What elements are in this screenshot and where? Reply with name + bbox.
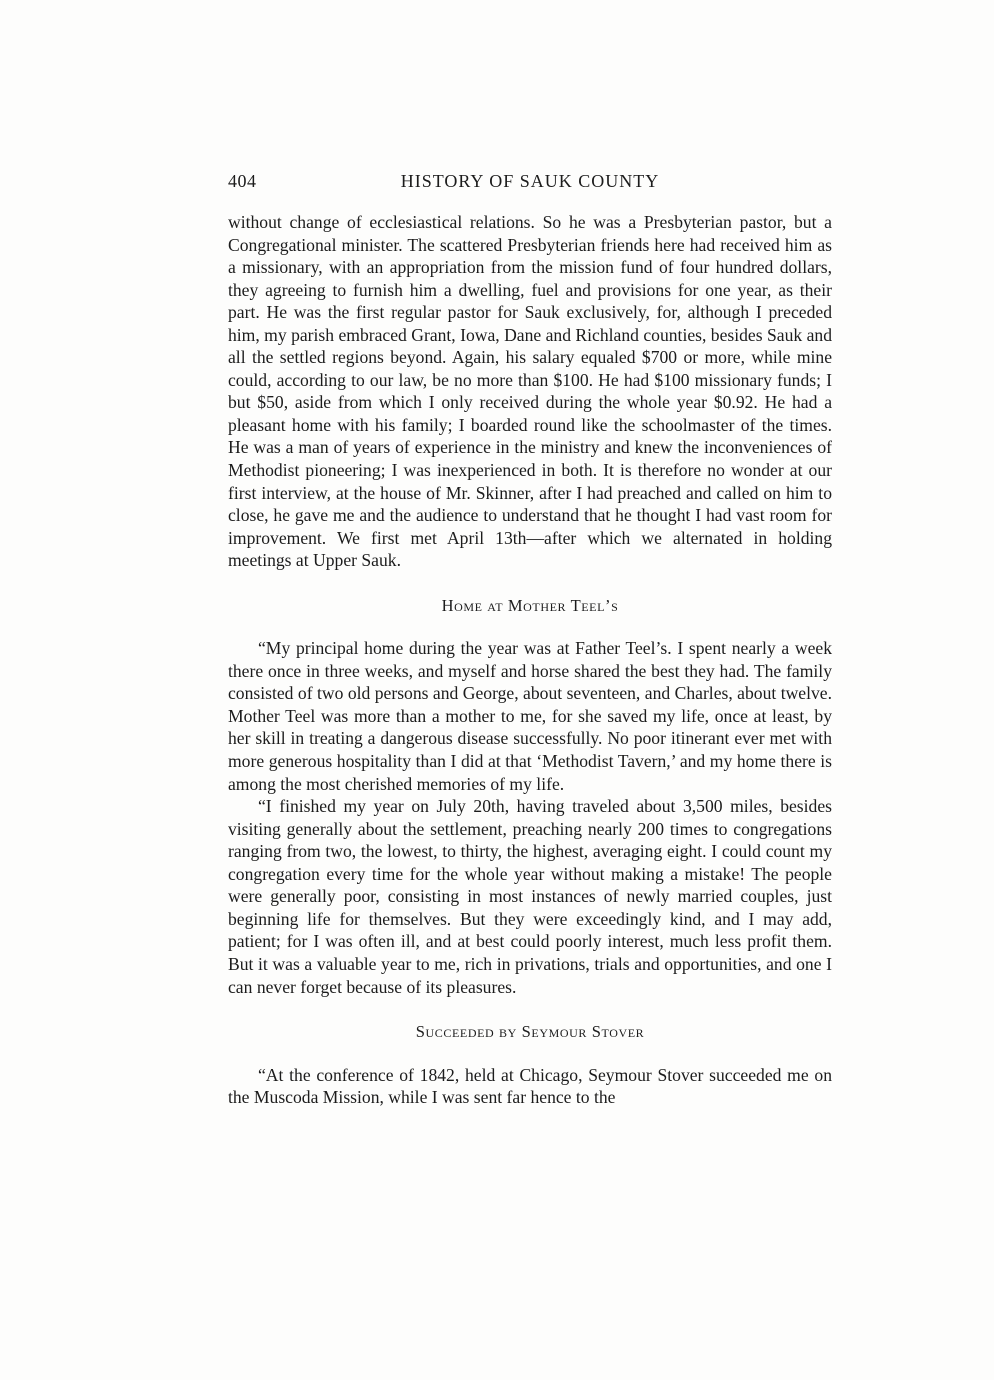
section-heading-succeeded-by-seymour-stover: Succeeded by Seymour Stover — [415, 1022, 645, 1042]
paragraph-1: without change of ecclesiastical relations. So he was a Presbyterian pastor, but a Congregational minister. The scattered Presbyterian friends here had received him as a missionary, with an appropriation from the mission fund of four hundred dollars, they agreeing to furnish him a dwelling, fuel and provisions for one year, as their part. He was the first regular pastor for Sauk exclusively, for, although I preceded him, my parish embraced Grant, Iowa, Dane and Richland counties, besides Sauk and all the settled regions beyond. Again, his salary equaled $700 or more, while mine could, according to our law, be no more than $100. He had $100 missionary funds; I but $50, aside from which I only received during the whole year $0.92. He had a pleasant home with his family; I boarded round like the schoolmaster of the times. He was a man of years of experience in the ministry and knew the inconveniences of Methodist pioneering; I was inexperienced in both. It is therefore no wonder at our first interview, at the house of Mr. Skinner, after I had preached and called on him to close, he gave me and the audience to understand that he thought I had vast room for improvement. We first met April 13th—after which we alternated in holding meetings at Upper Sauk. — [228, 212, 832, 571]
paragraph-4: “At the conference of 1842, held at Chicago, Seymour Stover succeeded me on the Muscoda Mission, while I was sent far hence to the — [228, 1064, 832, 1108]
paragraph-3: “I finished my year on July 20th, having traveled about 3,500 miles, besides visiting generally about the settlement, preaching nearly 200 times to congregations ranging from two, the lowest, to thirty, the highest, averaging eight. I could count my congregation every time for the whole year without making a mistake! The people were generally poor, consisting in most instances of newly married couples, just beginning life for themselves. But they were exceedingly kind, and I may add, patient; for I was often ill, and at best could poorly interest, much less profit them. But it was a valuable year to me, rich in privations, trials and opportunities, and one I can never forget because of its pleasures. — [228, 796, 832, 997]
section-heading-home-at-mother-teels: Home at Mother Teel’s — [441, 595, 619, 615]
paragraph-2: “My principal home during the year was at Father Teel’s. I spent nearly a week there once in three weeks, and myself and horse shared the best they had. The family consisted of two old persons and George, about seventeen, and Charles, about twelve. Mother Teel was more than a mother to me, for she saved my life, once at least, by her skill in treating a dangerous disease successfully. No poor itinerant ever met with more generous hospitality than I did at that ‘Methodist Tavern,’ and my home there is among the most cherished memories of my life. — [228, 638, 832, 794]
page-number: 404 — [228, 171, 257, 191]
running-title: HISTORY OF SAUK COUNTY — [400, 171, 660, 191]
running-head — [228, 171, 832, 195]
body-text — [228, 211, 832, 1109]
